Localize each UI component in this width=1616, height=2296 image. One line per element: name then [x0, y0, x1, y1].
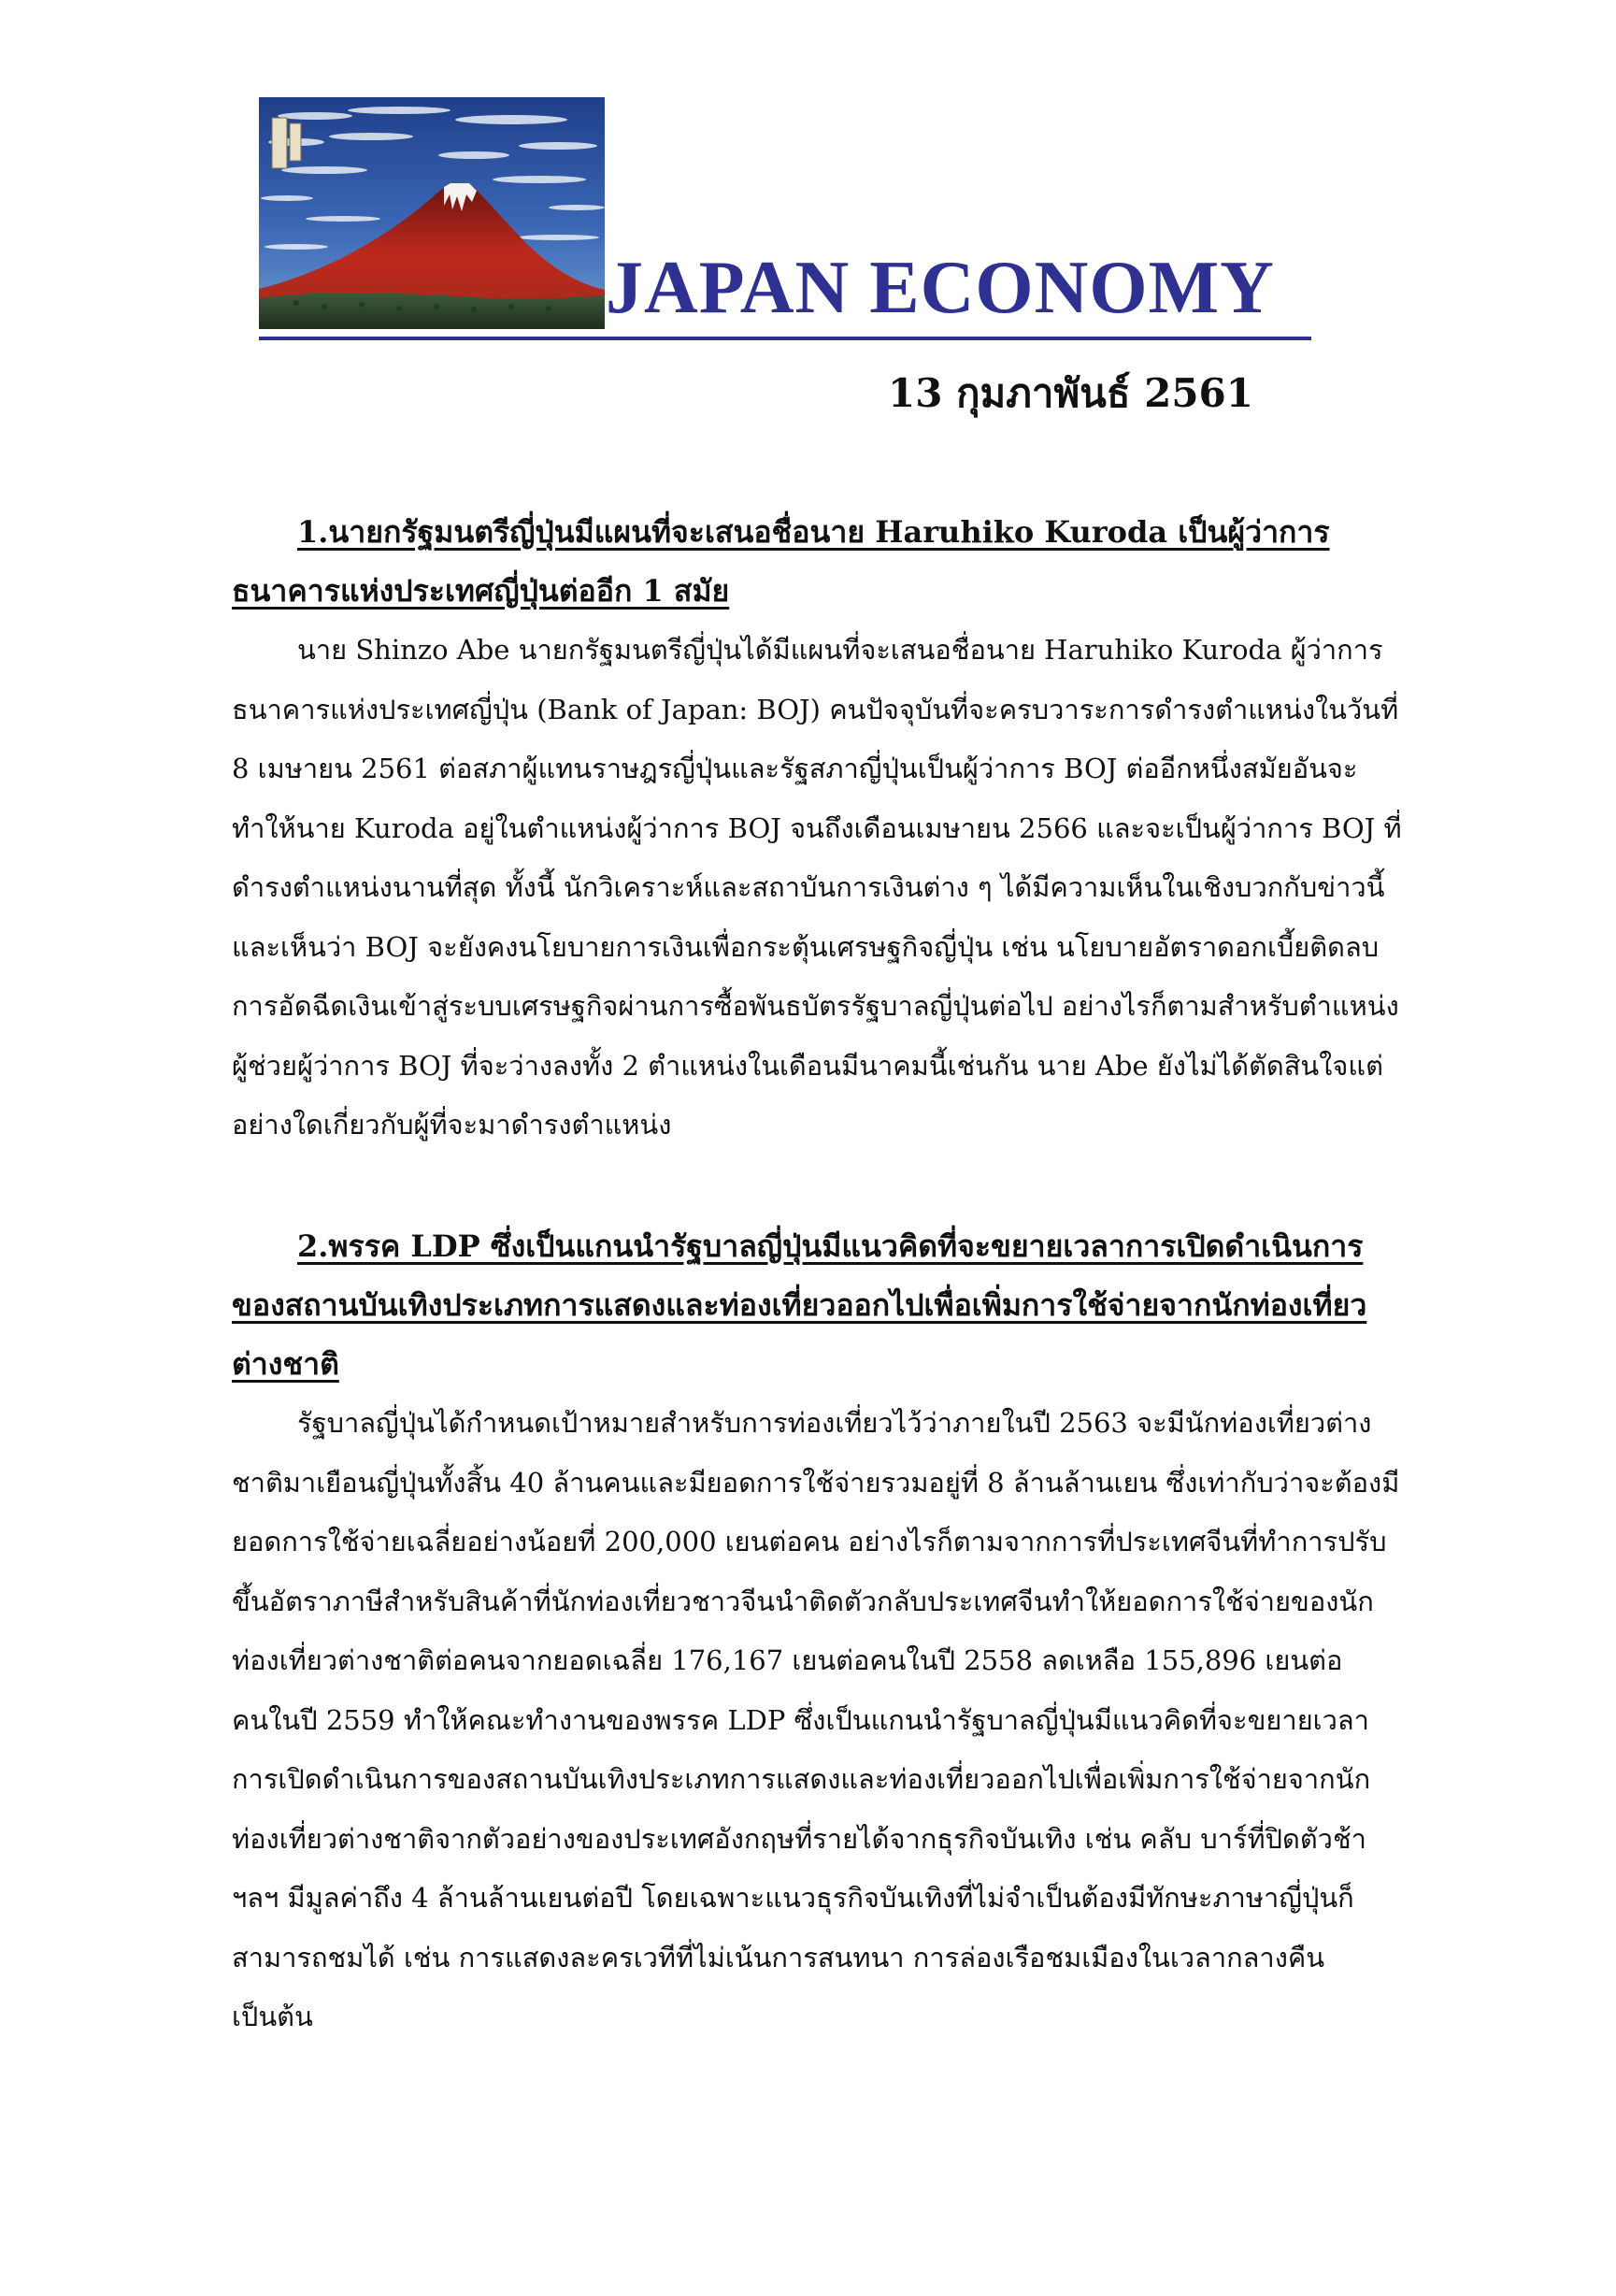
masthead-title: JAPAN ECONOMY	[606, 247, 1275, 329]
article-body: นาย Shinzo Abe นายกรัฐมนตรีญี่ปุ่นได้มีแผนที่จะเสนอชื่อนาย Haruhiko Kuroda ผู้ว่าการธนาคารแห่งประเทศญี่ปุ่น (Bank of Japan: BOJ) คนปัจจุบันที่จะครบวาระการดำรงตำแหน่งในวันที่ 8 เมษายน 2561 ต่อสภาผู้แทนราษฎรญี่ปุ่นและรัฐสภาญี่ปุ่นเป็นผู้ว่าการ BOJ ต่ออีกหนึ่งสมัยอันจะทำให้นาย Kuroda อยู่ในตำแหน่งผู้ว่าการ BOJ จนถึงเดือนเมษายน 2566 และจะเป็นผู้ว่าการ BOJ ที่ดำรงตำแหน่งนานที่สุด ทั้งนี้ นักวิเคราะห์และสถาบันการเงินต่าง ๆ ได้มีความเห็นในเชิงบวกกับข่าวนี้และเห็นว่า BOJ จะยังคงนโยบายการเงินเพื่อกระตุ้นเศรษฐกิจญี่ปุ่น เช่น นโยบายอัตราดอกเบี้ยติดลบ การอัดฉีดเงินเข้าสู่ระบบเศรษฐกิจผ่านการซื้อพันธบัตรรัฐบาลญี่ปุ่นต่อไป อย่างไรก็ตามสำหรับตำแหน่งผู้ช่วยผู้ว่าการ BOJ ที่จะว่างลงทั้ง 2 ตำแหน่งในเดือนมีนาคมนี้เช่นกัน นาย Abe ยังไม่ได้ตัดสินใจแต่อย่างใดเกี่ยวกับผู้ที่จะมาดำรงตำแหน่ง	[232, 634, 1402, 1141]
masthead-rule	[259, 337, 1311, 340]
issue-date: 13 กุมภาพันธ์ 2561	[888, 370, 1254, 416]
article-body: รัฐบาลญี่ปุ่นได้กำหนดเป้าหมายสำหรับการท่องเที่ยวไว้ว่าภายในปี 2563 จะมีนักท่องเที่ยวต่างชาติมาเยือนญี่ปุ่นทั้งสิ้น 40 ล้านคนและมียอดการใช้จ่ายรวมอยู่ที่ 8 ล้านล้านเยน ซึ่งเท่ากับว่าจะต้องมียอดการใช้จ่ายเฉลี่ยอย่างน้อยที่ 200,000 เยนต่อคน อย่างไรก็ตามจากการที่ประเทศจีนที่ทำการปรับขึ้นอัตราภาษีสำหรับสินค้าที่นักท่องเที่ยวชาวจีนนำติดตัวกลับประเทศจีนทำให้ยอดการใช้จ่ายของนักท่องเที่ยวต่างชาติต่อคนจากยอดเฉลี่ย 176,167 เยนต่อคนในปี 2558 ลดเหลือ 155,896 เยนต่อคนในปี 2559 ทำให้คณะทำงานของพรรค LDP ซึ่งเป็นแกนนำรัฐบาลญี่ปุ่นมีแนวคิดที่จะขยายเวลาการเปิดดำเนินการของสถานบันเทิงประเภทการแสดงและท่องเที่ยวออกไปเพื่อเพิ่มการใช้จ่ายจากนักท่องเที่ยวต่างชาติจากตัวอย่างของประเทศอังกฤษที่รายได้จากธุรกิจบันเทิง เช่น คลับ บาร์ที่ปิดตัวช้า ฯลฯ มีมูลค่าถึง 4 ล้านล้านเยนต่อปี โดยเฉพาะแนวธุรกิจบันเทิงที่ไม่จำเป็นต้องมีทักษะภาษาญี่ปุ่นก็สามารถชมได้ เช่น การแสดงละครเวทีที่ไม่เน้นการสนทนา การล่องเรือชมเมืองในเวลากลางคืน เป็นต้น	[232, 1407, 1400, 2032]
article-2	[232, 1217, 1409, 2047]
article-1	[232, 503, 1409, 1155]
red-fuji-woodblock-print-icon	[259, 97, 605, 329]
article-headline: 2.พรรค LDP ซึ่งเป็นแกนนำรัฐบาลญี่ปุ่นมีแนวคิดที่จะขยายเวลาการเปิดดำเนินการของสถานบันเทิงประเภทการแสดงและท่องเที่ยวออกไปเพื่อเพิ่มการใช้จ่ายจากนักท่องเที่ยวต่างชาติ	[232, 1228, 1367, 1382]
article-headline: 1.นายกรัฐมนตรีญี่ปุ่นมีแผนที่จะเสนอชื่อนาย Haruhiko Kuroda เป็นผู้ว่าการธนาคารแห่งประเทศญี่ปุ่นต่ออีก 1 สมัย	[232, 514, 1330, 609]
